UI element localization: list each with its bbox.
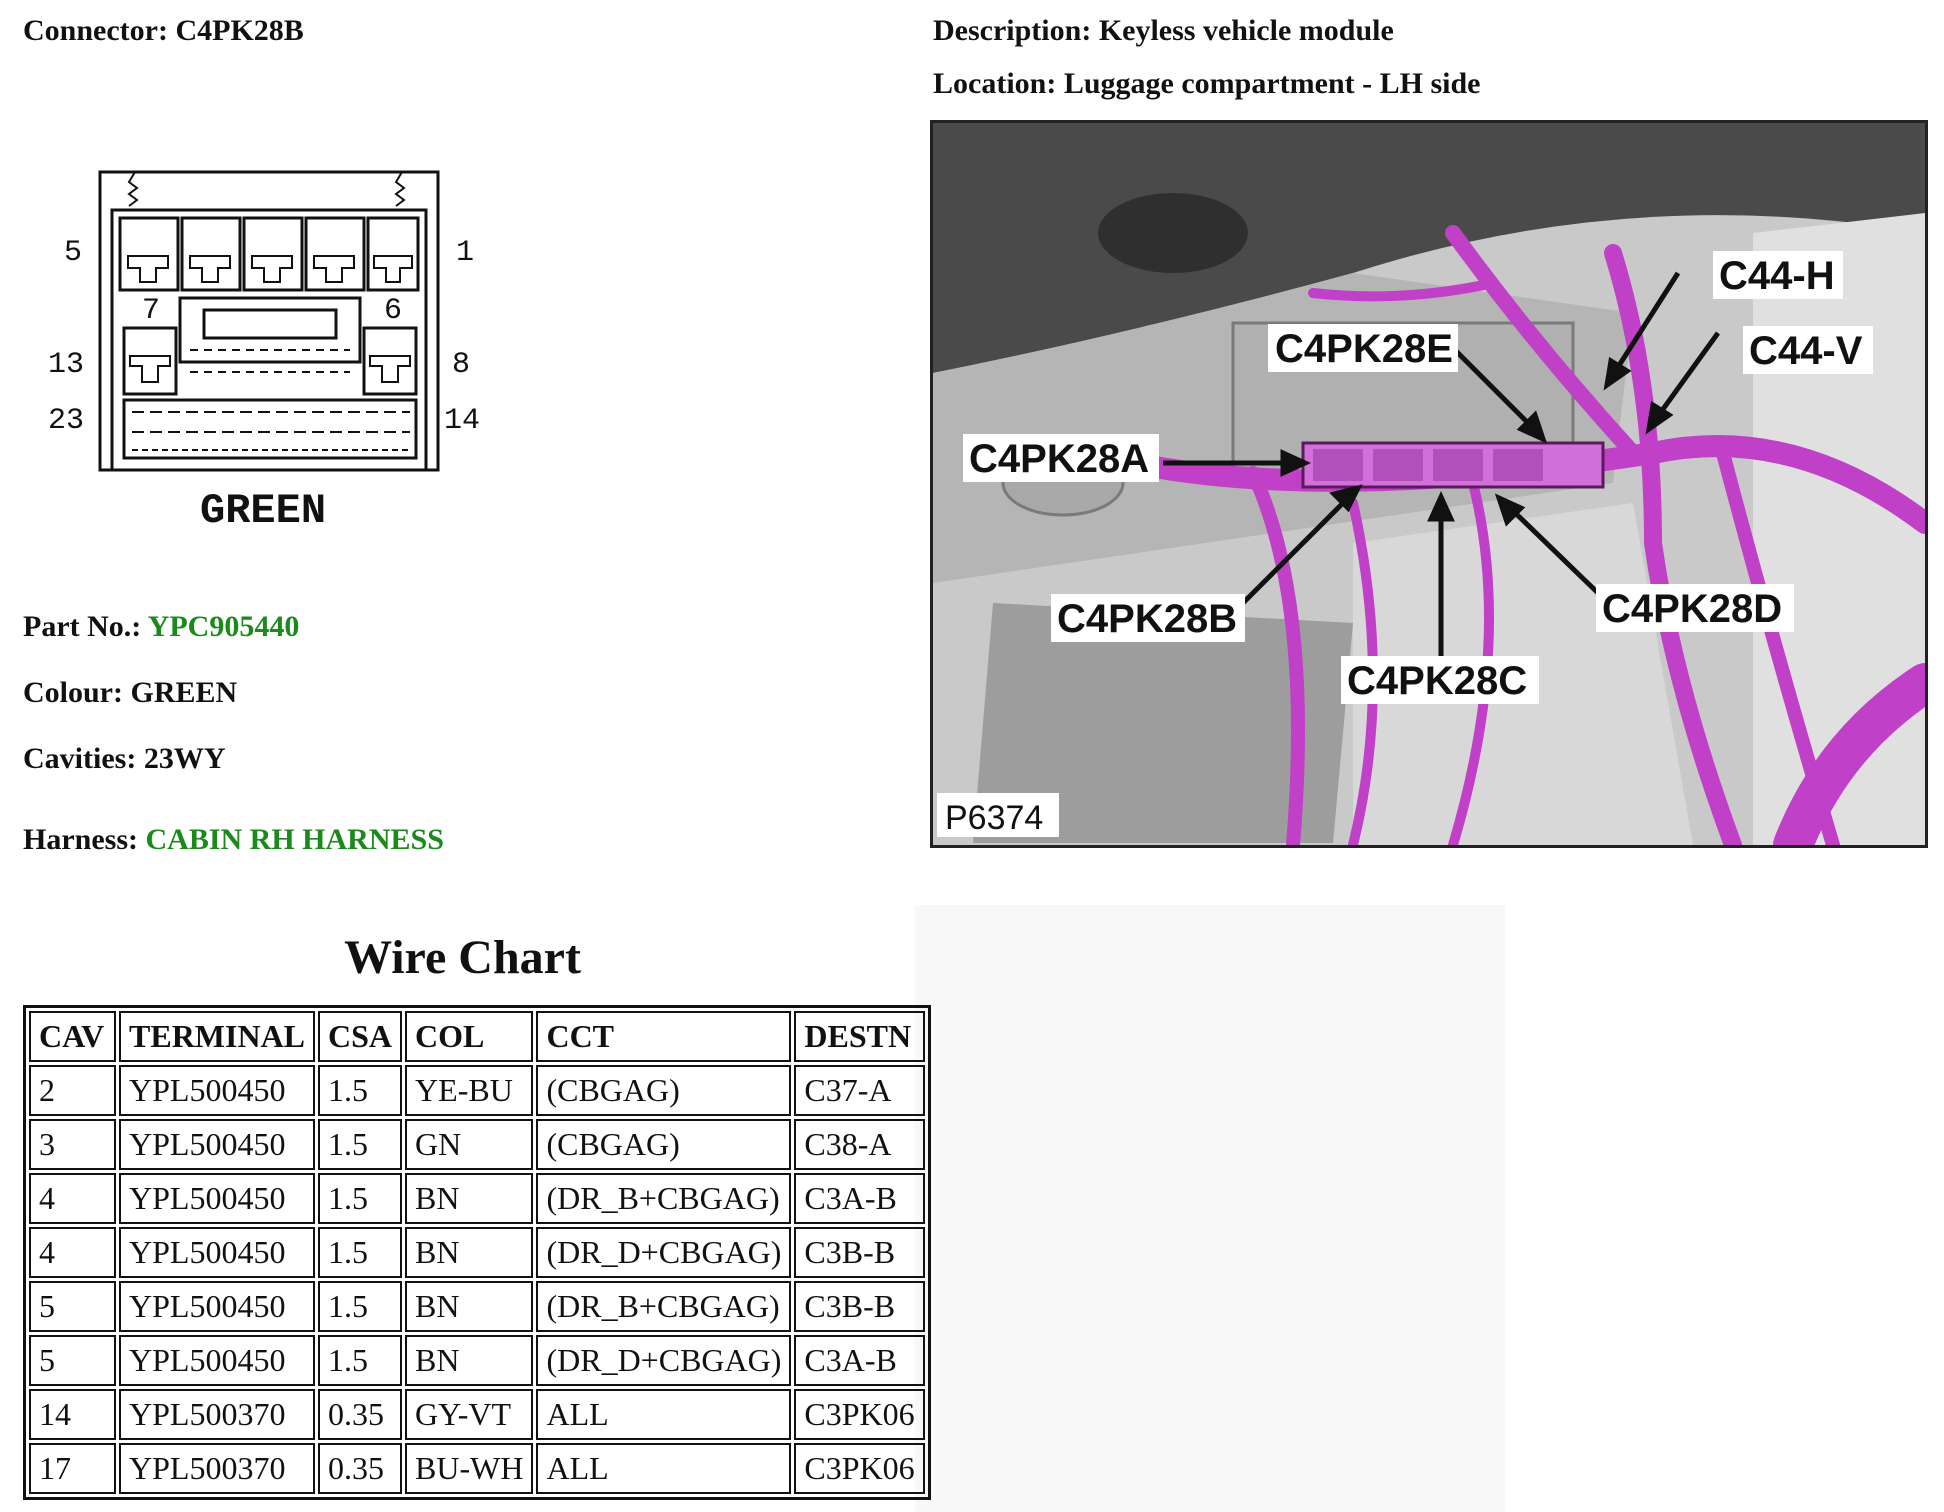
cell-cav: 2 <box>29 1065 116 1116</box>
cell-terminal: YPL500370 <box>119 1443 315 1494</box>
cell-csa: 0.35 <box>318 1443 402 1494</box>
callout-c4pk28b: C4PK28B <box>1057 597 1238 641</box>
cell-csa: 0.35 <box>318 1389 402 1440</box>
location-line <box>933 67 1480 101</box>
table-row <box>29 1119 925 1170</box>
pin-label-5: 5 <box>64 236 83 270</box>
cell-terminal: YPL500370 <box>119 1389 315 1440</box>
cell-cav: 5 <box>29 1281 116 1332</box>
wire-chart-title: Wire Chart <box>344 931 581 984</box>
cell-col: BU-WH <box>405 1443 533 1494</box>
cell-cav: 5 <box>29 1335 116 1386</box>
cell-col: BN <box>405 1227 533 1278</box>
cell-col: BN <box>405 1335 533 1386</box>
cell-terminal: YPL500450 <box>119 1065 315 1116</box>
cell-destn: C3A-B <box>794 1335 924 1386</box>
callout-c4pk28a: C4PK28A <box>969 437 1150 481</box>
colour-line <box>23 676 237 710</box>
cell-cct: (DR_B+CBGAG) <box>536 1173 791 1224</box>
table-row <box>29 1443 925 1494</box>
column-header-col: COL <box>405 1011 533 1062</box>
cell-col: BN <box>405 1281 533 1332</box>
colour-label: Colour: <box>23 676 123 709</box>
table-row <box>29 1389 925 1440</box>
description-label: Description: <box>933 14 1092 47</box>
cell-destn: C3A-B <box>794 1173 924 1224</box>
cell-csa: 1.5 <box>318 1119 402 1170</box>
cell-terminal: YPL500450 <box>119 1119 315 1170</box>
cell-col: BN <box>405 1173 533 1224</box>
cell-csa: 1.5 <box>318 1173 402 1224</box>
harness-line <box>23 823 444 857</box>
column-header-cav: CAV <box>29 1011 116 1062</box>
column-header-terminal: TERMINAL <box>119 1011 315 1062</box>
location-label: Location: <box>933 67 1057 100</box>
cell-csa: 1.5 <box>318 1281 402 1332</box>
pin-label-23: 23 <box>48 404 85 438</box>
cell-col: GY-VT <box>405 1389 533 1440</box>
cell-col: GN <box>405 1119 533 1170</box>
cell-cct: (DR_B+CBGAG) <box>536 1281 791 1332</box>
cell-cct: (CBGAG) <box>536 1065 791 1116</box>
cell-terminal: YPL500450 <box>119 1335 315 1386</box>
table-header-row <box>29 1011 925 1062</box>
description-line <box>933 14 1394 48</box>
connector-block <box>1303 443 1603 487</box>
wire-chart-table <box>23 1005 931 1500</box>
location-photo <box>930 120 1928 848</box>
cavities-line <box>23 742 225 776</box>
colour-value: GREEN <box>130 676 238 709</box>
callout-c44v: C44-V <box>1749 329 1863 373</box>
pin-label-7: 7 <box>142 294 161 328</box>
table-row <box>29 1227 925 1278</box>
pin-label-13: 13 <box>48 348 85 382</box>
description-value: Keyless vehicle module <box>1098 14 1394 47</box>
part-no-line <box>23 610 299 644</box>
cell-csa: 1.5 <box>318 1065 402 1116</box>
location-value: Luggage compartment - LH side <box>1063 67 1481 100</box>
cell-cav: 3 <box>29 1119 116 1170</box>
cell-destn: C38-A <box>794 1119 924 1170</box>
connector-colour-caption: GREEN <box>200 487 327 535</box>
connector-value: C4PK28B <box>175 14 304 47</box>
part-no-label: Part No.: <box>23 610 142 643</box>
pin-label-6: 6 <box>384 294 403 328</box>
cell-cct: ALL <box>536 1443 791 1494</box>
cell-terminal: YPL500450 <box>119 1173 315 1224</box>
cell-cav: 4 <box>29 1173 116 1224</box>
connector-line <box>23 14 304 48</box>
connector-label: Connector: <box>23 14 168 47</box>
cell-cav: 4 <box>29 1227 116 1278</box>
photo-reference-id: P6374 <box>945 799 1044 837</box>
table-row <box>29 1065 925 1116</box>
cell-destn: C3PK06 <box>794 1389 924 1440</box>
cell-csa: 1.5 <box>318 1335 402 1386</box>
column-header-destn: DESTN <box>794 1011 924 1062</box>
harness-link[interactable]: CABIN RH HARNESS <box>145 823 444 856</box>
cell-cav: 17 <box>29 1443 116 1494</box>
column-header-cct: CCT <box>536 1011 791 1062</box>
pin-label-8: 8 <box>452 348 471 382</box>
connector-diagram <box>40 160 500 540</box>
blank-panel <box>915 905 1505 1512</box>
cell-cct: (CBGAG) <box>536 1119 791 1170</box>
cavities-label: Cavities: <box>23 742 137 775</box>
callout-c44h: C44-H <box>1719 254 1835 298</box>
cell-cct: (DR_D+CBGAG) <box>536 1227 791 1278</box>
cell-destn: C3B-B <box>794 1227 924 1278</box>
cell-destn: C3B-B <box>794 1281 924 1332</box>
table-row <box>29 1281 925 1332</box>
callout-c4pk28e: C4PK28E <box>1275 327 1453 371</box>
pin-label-1: 1 <box>456 236 475 270</box>
table-row <box>29 1335 925 1386</box>
cell-destn: C37-A <box>794 1065 924 1116</box>
part-no-link[interactable]: YPC905440 <box>147 610 300 643</box>
pin-label-14: 14 <box>444 404 481 438</box>
cell-terminal: YPL500450 <box>119 1227 315 1278</box>
cell-destn: C3PK06 <box>794 1443 924 1494</box>
wire-chart-body <box>29 1065 925 1494</box>
column-header-csa: CSA <box>318 1011 402 1062</box>
cavities-value: 23WY <box>143 742 226 775</box>
cell-cct: (DR_D+CBGAG) <box>536 1335 791 1386</box>
cell-cct: ALL <box>536 1389 791 1440</box>
callout-c4pk28c: C4PK28C <box>1347 659 1528 703</box>
table-row <box>29 1173 925 1224</box>
cell-csa: 1.5 <box>318 1227 402 1278</box>
cell-terminal: YPL500450 <box>119 1281 315 1332</box>
callout-c4pk28d: C4PK28D <box>1602 587 1783 631</box>
cell-cav: 14 <box>29 1389 116 1440</box>
cell-col: YE-BU <box>405 1065 533 1116</box>
harness-label: Harness: <box>23 823 138 856</box>
